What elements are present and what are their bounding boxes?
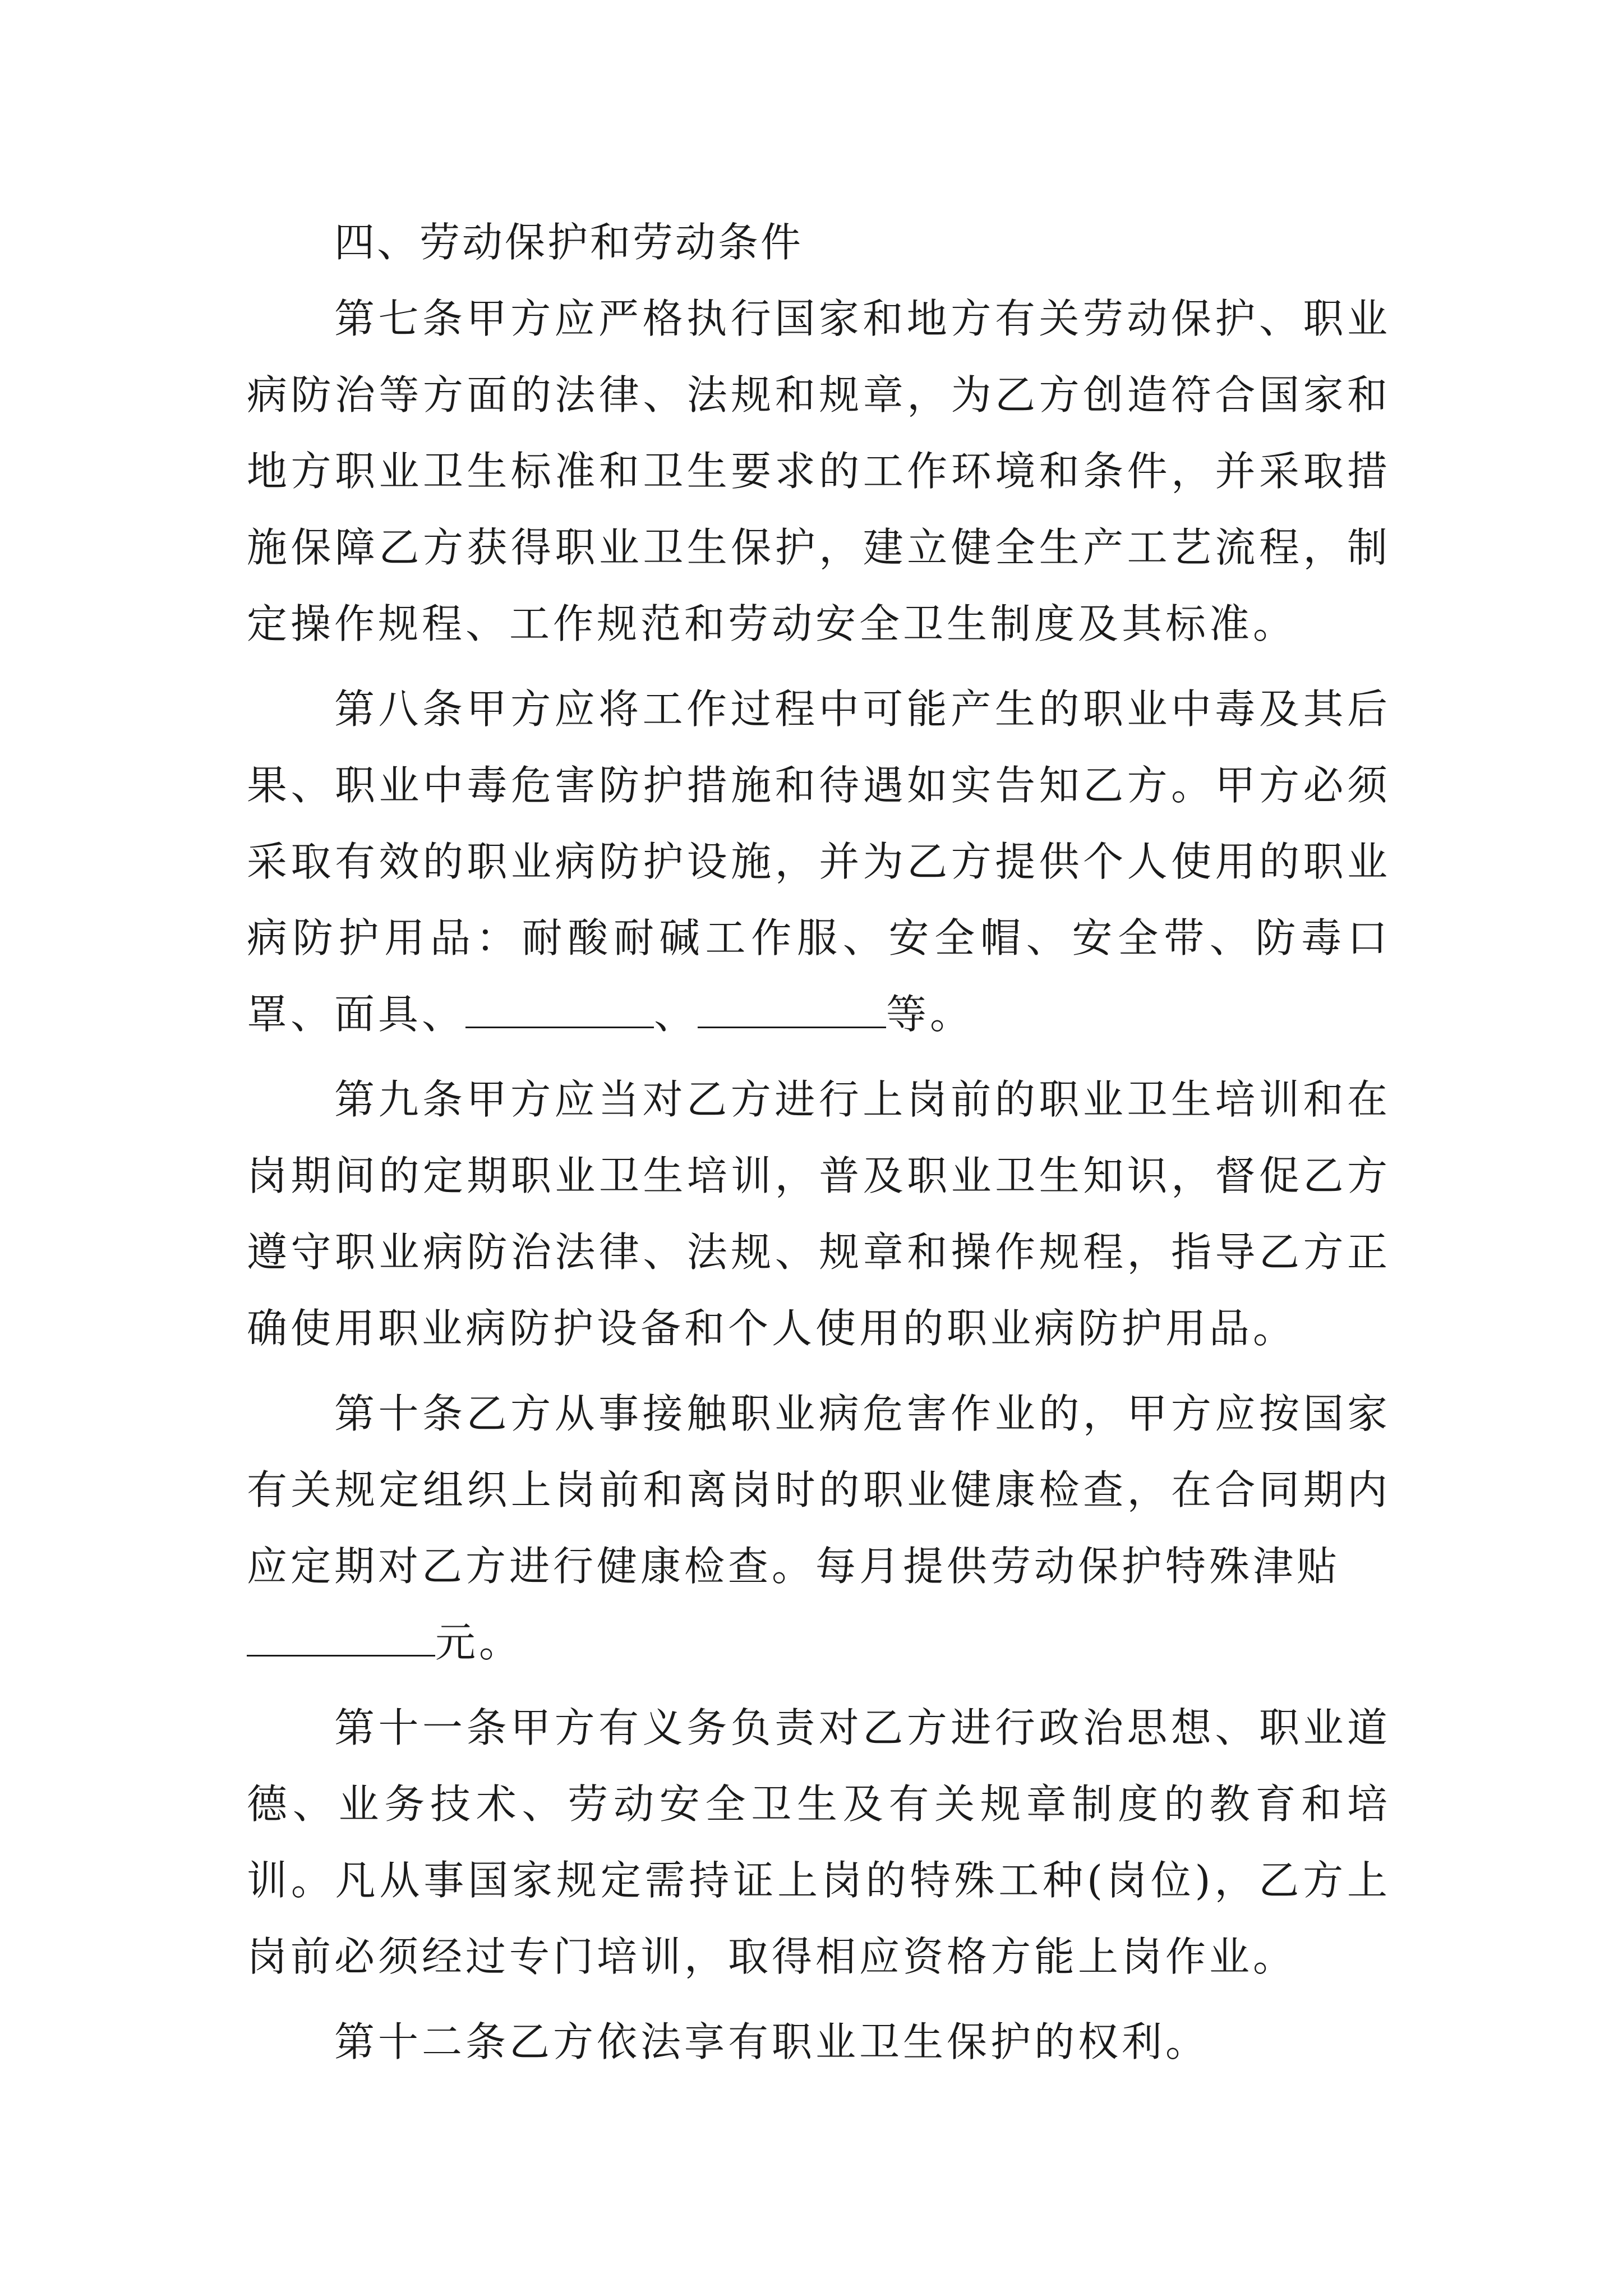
article-9: 第九条甲方应当对乙方进行上岗前的职业卫生培训和在岗期间的定期职业卫生培训，普及职业卫生知识，督促乙方遵守职业病防治法律、法规、规章和操作规程，指导乙方正确使用职业病防护设备和个人使用的职业病防护用品。 [247,1076,1391,1352]
document-body [247,209,1391,2089]
article-10-text-after: 元。 [435,1619,523,1666]
section-heading: 四、劳动保护和劳动条件 [334,219,804,266]
article-7: 第七条甲方应严格执行国家和地方有关劳动保护、职业病防治等方面的法律、法规和规章，为乙方创造符合国家和地方职业卫生标准和卫生要求的工作环境和条件，并采取措施保障乙方获得职业卫生保护，建立健全生产工艺流程，制定操作规程、工作规范和劳动安全卫生制度及其标准。 [247,295,1391,647]
article-8-text-before: 第八条甲方应将工作过程中可能产生的职业中毒及其后果、职业中毒危害防护措施和待遇如实告知乙方。甲方必须采取有效的职业病防护设施，并为乙方提供个人使用的职业病防护用品：耐酸耐碱工作服、安全帽、安全带、防毒口罩、面具、 [247,685,1391,1038]
blank-field [465,986,654,1028]
blank-field [247,1614,435,1657]
article-8 [247,671,1391,1052]
article-12: 第十二条乙方依法享有职业卫生保护的权利。 [334,2018,1210,2065]
blank-field [698,986,886,1028]
article-8-text-after: 等。 [886,991,974,1038]
article-10-tail [247,1604,1391,1681]
article-10 [247,1375,1391,1681]
article-10-text-before: 第十条乙方从事接触职业病危害作业的，甲方应按国家有关规定组织上岗前和离岗时的职业健康检查，在合同期内应定期对乙方进行健康检查。每月提供劳动保护特殊津贴 [247,1390,1391,1590]
article-11: 第十一条甲方有义务负责对乙方进行政治思想、职业道德、业务技术、劳动安全卫生及有关规章制度的教育和培训。凡从事国家规定需持证上岗的特殊工种(岗位)，乙方上岗前必须经过专门培训，取得相应资格方能上岗作业。 [247,1704,1391,1980]
article-8-separator: 、 [654,991,698,1038]
